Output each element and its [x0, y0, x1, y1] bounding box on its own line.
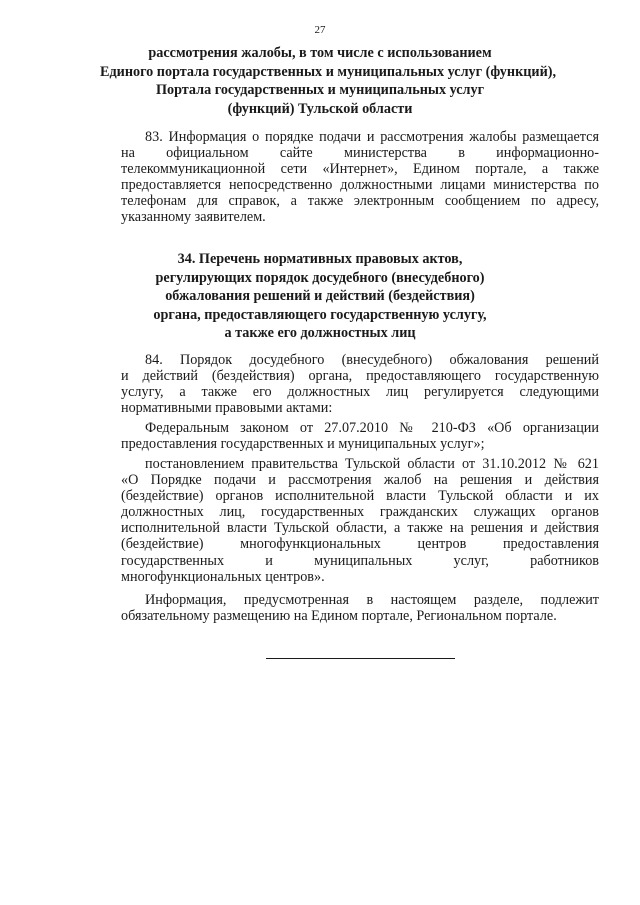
text-line: на официальном сайте министерства в информационно-: [121, 145, 599, 162]
heading-line: регулирующих порядок досудебного (внесудебного): [155, 269, 485, 286]
paragraph-84: [121, 352, 599, 416]
text-line: указанному заявителем.: [121, 209, 266, 226]
section-34-heading: [100, 250, 540, 343]
text-line: обязательному размещению на Едином портале, Региональном портале.: [121, 608, 557, 625]
text-line: (бездействие) органов исполнительной власти Тульской области и их: [121, 488, 599, 505]
paragraph-83: [121, 129, 599, 226]
text-line: телефонам для справок, а также электронным сообщением по адресу,: [121, 193, 599, 210]
text-line: «О Порядке подачи и рассмотрения жалоб на решения и действия: [121, 472, 599, 489]
text-line: 84. Порядок досудебного (внесудебного) обжалования решений: [145, 352, 599, 368]
heading-line: (функций) Тульской области: [227, 100, 413, 117]
info-placement-paragraph: [121, 592, 599, 624]
text-line: государственных и муниципальных услуг, работников: [121, 552, 599, 569]
heading-line: Портала государственных и муниципальных услуг: [155, 82, 485, 99]
text-line: и действий (бездействия) органа, предоставляющего государственную: [121, 368, 599, 385]
heading-complaint-procedure: [100, 44, 557, 118]
text-line: должностных лиц, государственных гражданских служащих органов: [121, 504, 599, 521]
resolution-621: [121, 456, 599, 585]
heading-line: рассмотрения жалобы, в том числе с использованием: [148, 45, 492, 61]
text-line: Федеральным законом от 27.07.2010 № 210-ФЗ «Об организации: [145, 420, 599, 436]
page-number: 27: [314, 24, 326, 36]
text-line: (бездействие) многофункциональных центров предоставления: [121, 536, 599, 553]
text-line: предоставляется непосредственно должностными лицами министерства по: [121, 177, 599, 194]
heading-line: а также его должностных лиц: [224, 325, 416, 342]
text-line: нормативными правовыми актами:: [121, 400, 333, 417]
heading-line: Единого портала государственных и муниципальных услуг (функций),: [100, 63, 557, 80]
text-line: услугу, а также его должностных лиц регулируется следующими: [121, 384, 599, 401]
text-line: телекоммуникационной сети «Интернет», Едином портале, а также: [121, 161, 599, 178]
text-line: многофункциональных центров».: [121, 568, 325, 585]
heading-line: органа, предоставляющего государственную услугу,: [153, 306, 487, 323]
heading-line: 34. Перечень нормативных правовых актов,: [177, 251, 463, 267]
text-line: 83. Информация о порядке подачи и рассмотрения жалобы размещается: [145, 129, 599, 145]
federal-law-210-fz: [121, 420, 599, 452]
text-line: постановлением правительства Тульской области от 31.10.2012 № 621: [145, 456, 599, 472]
text-line: исполнительной власти Тульской области, а также на решения и действия: [121, 520, 599, 537]
text-line: предоставления государственных и муниципальных услуг»;: [121, 436, 485, 453]
text-line: Информация, предусмотренная в настоящем разделе, подлежит: [145, 592, 599, 608]
heading-line: обжалования решений и действий (бездействия): [165, 288, 475, 305]
end-divider-line: [266, 658, 455, 659]
